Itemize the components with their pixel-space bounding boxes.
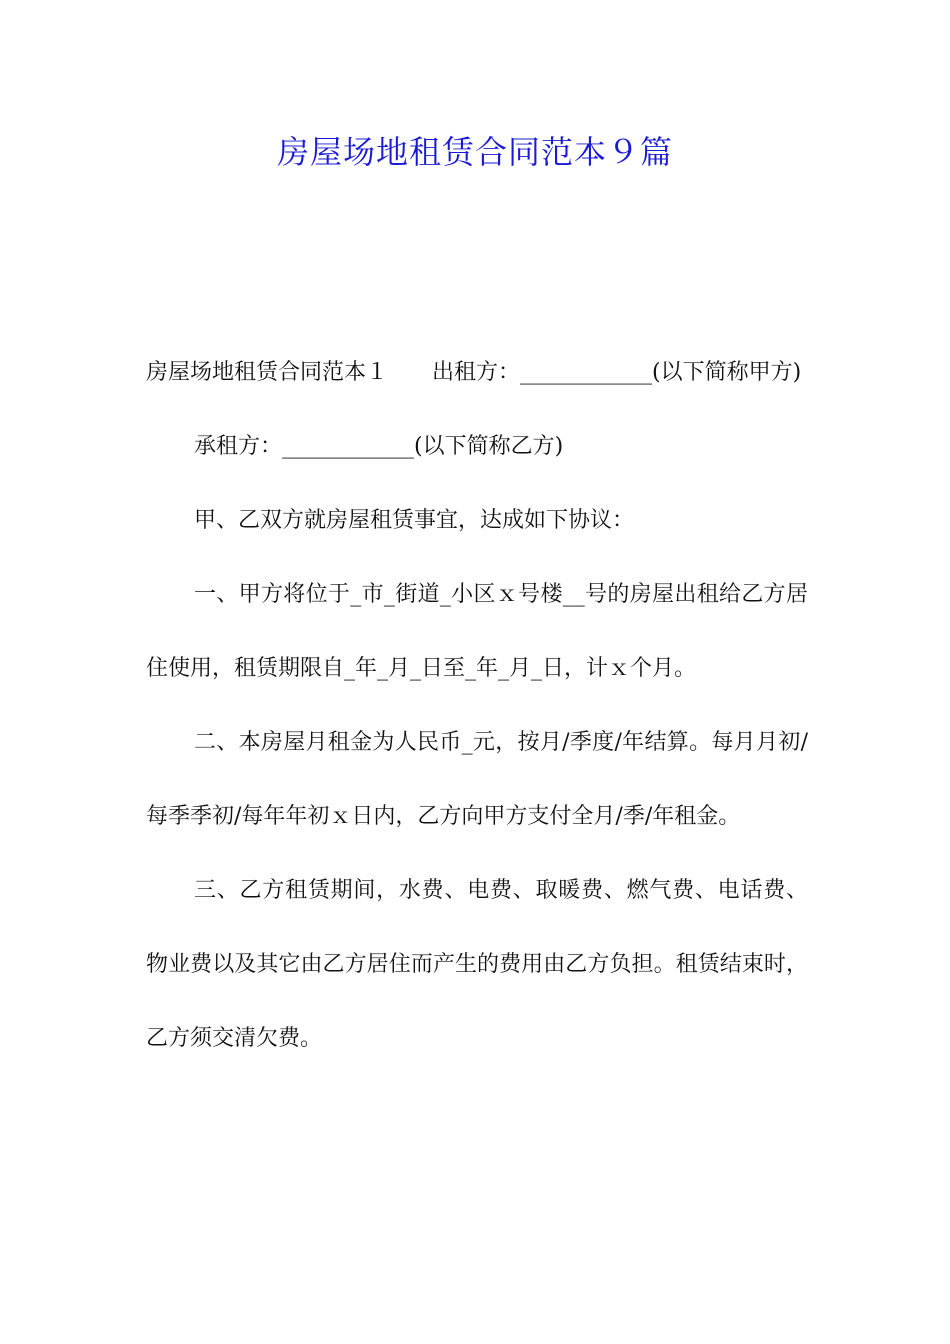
paragraph-lessee: 承租方：____________(以下简称乙方) bbox=[194, 434, 564, 459]
paragraph-clause-3: 三、乙方租赁期间，水费、电费、取暖费、燃气费、电话费、物业费以及其它由乙方居住而产生的费用由乙方负担。租赁结束时，乙方须交清欠费。 bbox=[146, 878, 808, 1051]
document-body bbox=[146, 336, 808, 1076]
paragraph-clause-2: 二、本房屋月租金为人民币_元，按月/季度/年结算。每月月初/每季季初/每年年初ｘ日内，乙方向甲方支付全月/季/年租金。 bbox=[146, 730, 808, 829]
paragraph-agreement-intro: 甲、乙双方就房屋租赁事宜，达成如下协议： bbox=[194, 508, 635, 533]
document-title: 房屋场地租赁合同范本９篇 bbox=[276, 133, 673, 171]
paragraph-heading-lessor: 房屋场地租赁合同范本１ 出租方：____________(以下简称甲方) bbox=[146, 360, 802, 385]
paragraph-clause-1: 一、甲方将位于_市_街道_小区ｘ号楼__号的房屋出租给乙方居住使用，租赁期限自_年_月_日至_年_月_日，计ｘ个月。 bbox=[146, 582, 808, 681]
